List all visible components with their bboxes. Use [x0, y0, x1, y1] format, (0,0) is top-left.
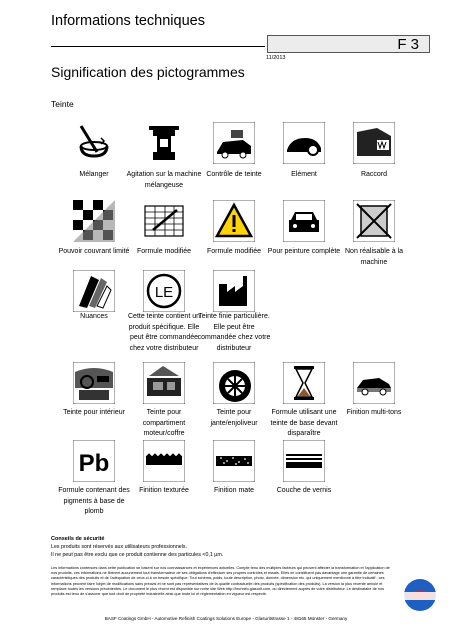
blending-icon — [353, 122, 395, 164]
mixing-machine-icon — [143, 122, 185, 164]
engine-compartment-icon — [143, 362, 185, 404]
page-subtitle: Signification des pictogrammes — [51, 64, 245, 80]
factory-icon — [213, 270, 255, 312]
pictogram-label: Non réalisable à la machine — [345, 248, 403, 266]
document-title: Informations techniques — [51, 13, 205, 29]
multi-tone-car-icon — [353, 362, 395, 404]
glasurit-logo — [400, 578, 440, 614]
legal-disclaimer: Les informations contenues dans cette publication se basent sur nos connaissances et expériences actuelles. Compte tenu des multiples facteurs qui peuvent affecter la transformation et l'application de nos produits, ces informations ne libèrent aucunement tout transformateur de ses obligations d'effectuer ses propres contrôles et essais. Elles ne constituent pas davantage une garantie de certaines caractéristiques des produits et de l'adéquation de ceux-ci à un besoin spécifique. Tout schéma, poids, toute description, photo, donnée, dimension etc. qui uniquement mentionné à titre indicatif ; ces informations peuvent faire l'objet de modifications sans préavis et ne sont pas représentatives de la qualité contractuelle des produits (spécification des produits). La version la plus récente annule et remplace toutes les versions précédentes. Le document le plus récent est disponible sur notre site Web http://technifo.glasurit.com, ou directement auprès de votre distributeur. Le destinataire de nos produits est tenu de s'assurer que tout droit de propriété industrielle ainsi que toute loi et réglementation en vigueur est respecté. — [51, 566, 390, 597]
pictogram-label: Cette teinte contient un produit spécifique. Elle peut être commandée chez votre distributeur — [128, 313, 200, 352]
pictogram-label: Finition multi-tons — [346, 409, 402, 416]
color-shades-icon — [73, 270, 115, 312]
pictogram-label: Finition texturée — [139, 487, 189, 494]
document-date: 11/2013 — [266, 55, 286, 61]
pictogram-label: Formule contenant des pigments à base de plomb — [58, 487, 130, 515]
pictogram-label: Teinte pour compartiment moteur/coffre — [142, 409, 186, 437]
pictogram-label: Teinte pour intérieur — [63, 409, 125, 416]
safety-heading: Conseils de sécurité — [51, 536, 105, 542]
pictogram-label: Agitation sur la machine mélangeuse — [126, 171, 202, 189]
pictogram-label: Teinte finie particulière. Elle peut être commandée chez votre distributeur — [197, 313, 271, 352]
color-check-car-icon — [213, 122, 255, 164]
pictogram-label: Finition mate — [213, 487, 255, 494]
safety-line: Il ne peut pas être exclu que ce produit contienne des particules <0,1 µm. — [51, 552, 224, 558]
stirring-paint-can-icon — [73, 122, 115, 164]
warning-triangle-icon — [213, 200, 255, 242]
document-code: F 3 — [397, 36, 419, 53]
pictogram-label: Formule modifiée — [136, 248, 192, 255]
wheel-rim-icon — [213, 362, 255, 404]
le-circle-icon — [143, 270, 185, 312]
company-address: BASF Coatings GmbH - Automotive Refinish Coatings Solutions Europe - Glasuritstrasse 1 - 48165 Münster - Germany — [104, 616, 348, 621]
document-code-box — [267, 35, 430, 53]
pictogram-label: Pouvoir couvrant limité — [58, 248, 130, 255]
complete-car-icon — [283, 200, 325, 242]
pb-lead-icon — [73, 440, 115, 482]
pictogram-label: Nuances — [80, 313, 108, 320]
pictogram-label: Teinte pour jante/enjoliveur — [210, 409, 258, 427]
hourglass-icon — [283, 362, 325, 404]
car-part-icon — [283, 122, 325, 164]
textured-finish-icon — [143, 440, 185, 482]
machine-crossed-icon — [353, 200, 395, 242]
pictogram-label: Contrôle de teinte — [206, 171, 262, 178]
modified-formula-grid-icon — [143, 200, 185, 242]
car-interior-icon — [73, 362, 115, 404]
pictogram-label: Raccord — [360, 171, 388, 178]
pictogram-label: Mélanger — [79, 171, 109, 178]
svg-text:LE: LE — [154, 284, 174, 301]
pictogram-label: Pour peinture complète — [267, 248, 341, 255]
hiding-power-checker-icon — [73, 200, 115, 242]
pictogram-label: Elément — [291, 171, 317, 178]
header-rule — [51, 46, 265, 47]
svg-text:Pb: Pb — [78, 450, 110, 477]
clearcoat-icon — [283, 440, 325, 482]
safety-line: Les produits sont réservés aux utilisateurs professionnels. — [51, 544, 188, 550]
section-heading: Teinte — [51, 99, 74, 109]
matt-finish-icon — [213, 440, 255, 482]
pictogram-label: Formule modifiée — [206, 248, 262, 255]
pictogram-label: Couche de vernis — [276, 487, 332, 494]
pictogram-label: Formule utilisant une teinte de base devant disparaître — [270, 409, 338, 437]
